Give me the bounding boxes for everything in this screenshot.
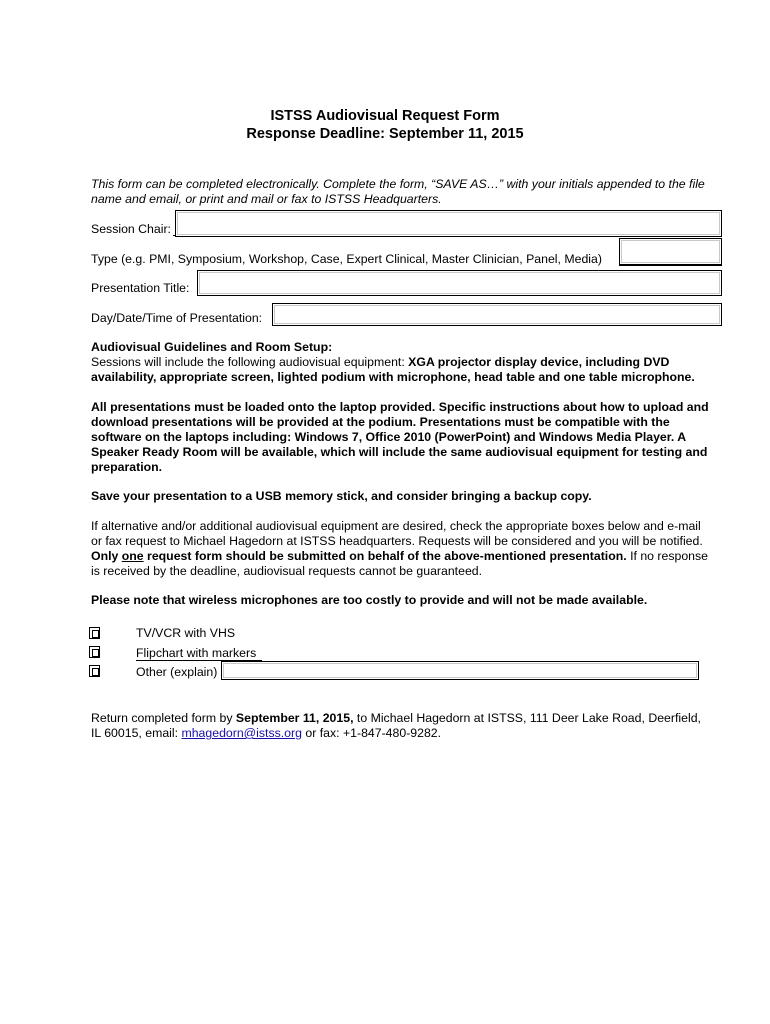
presentation-title-label: Presentation Title: [91, 281, 190, 295]
response-deadline: Response Deadline: September 11, 2015 [246, 126, 524, 142]
alternative-line-4: is received by the deadline, audiovisual requests cannot be guaranteed. [91, 564, 483, 578]
type-field[interactable] [619, 238, 722, 265]
tv-vcr-label: TV/VCR with VHS [136, 626, 236, 640]
usb-note: Save your presentation to a USB memory stick, and consider bringing a backup copy. [91, 489, 592, 503]
return-line-2: IL 60015, email: mhagedorn@istss.org or fax: +1-847-480-9282. [91, 726, 442, 740]
intro-line-1: This form can be completed electronically. Complete the form, “SAVE AS…” with your initials appended to the file [91, 177, 705, 191]
laptop-line-3: software on the laptops including: Windows 7, Office 2010 (PowerPoint) and Windows Media Player. A [91, 430, 687, 444]
only-one-request-line: Only one request form should be submitted on behalf of the above-mentioned presentation. If no response [91, 549, 709, 563]
tv-vcr-checkbox[interactable] [89, 627, 100, 639]
flipchart-checkbox[interactable] [89, 646, 100, 658]
return-line-1: Return completed form by September 11, 2015, to Michael Hagedorn at ISTSS, 111 Deer Lake Road, Deerfield, [91, 711, 701, 725]
other-checkbox[interactable] [89, 665, 100, 677]
alternative-line-1: If alternative and/or additional audiovisual equipment are desired, check the appropriate boxes below and e-mail [91, 519, 701, 533]
alternative-line-2: or fax request to Michael Hagedorn at ISTSS headquarters. Requests will be considered and you will be notified. [91, 534, 703, 548]
other-label: Other (explain) [136, 665, 218, 679]
session-chair-field[interactable] [175, 210, 722, 237]
day-date-time-label: Day/Date/Time of Presentation: [91, 311, 263, 325]
wireless-note: Please note that wireless microphones are too costly to provide and will not be made available. [91, 593, 648, 607]
sessions-line-2: availability, appropriate screen, lighted podium with microphone, head table and one table microphone. [91, 370, 695, 384]
type-label: Type (e.g. PMI, Symposium, Workshop, Case, Expert Clinical, Master Clinician, Panel, Media) [91, 252, 602, 266]
guidelines-heading: Audiovisual Guidelines and Room Setup: [91, 340, 333, 354]
email-link[interactable]: mhagedorn@istss.org [181, 726, 302, 740]
session-chair-label: Session Chair: [91, 222, 171, 236]
laptop-line-2: download presentations will be provided at the podium. Presentations must be compatible with the [91, 415, 670, 429]
intro-line-2: name and email, or print and mail or fax to ISTSS Headquarters. [91, 192, 442, 206]
day-date-time-field[interactable] [272, 303, 722, 326]
laptop-line-1: All presentations must be loaded onto the laptop provided. Specific instructions about how to upload and [91, 400, 709, 414]
form-title: ISTSS Audiovisual Request Form [270, 108, 500, 124]
flipchart-label: Flipchart with markers [136, 646, 257, 660]
laptop-line-4: Speaker Ready Room will be available, which will include the same audiovisual equipment for testing and [91, 445, 708, 459]
other-explain-field[interactable] [221, 661, 699, 680]
laptop-line-5: preparation. [91, 460, 163, 474]
presentation-title-field[interactable] [197, 270, 722, 296]
sessions-line-1: Sessions will include the following audiovisual equipment: XGA projector display device, including DVD [91, 355, 670, 369]
